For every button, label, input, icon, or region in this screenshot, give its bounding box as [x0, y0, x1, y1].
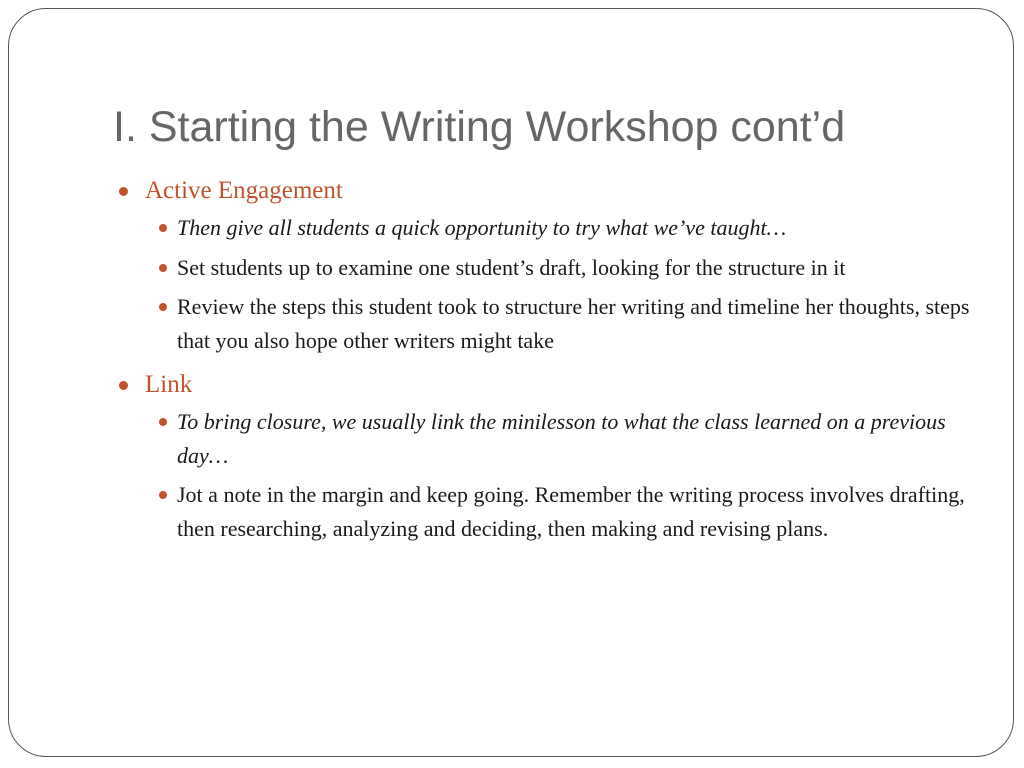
bullet-dot-icon	[119, 187, 128, 196]
bullet-dot-icon	[159, 491, 167, 499]
section-heading: Link	[145, 371, 193, 398]
bullet-dot-icon	[159, 303, 167, 311]
sub-bullet	[155, 478, 977, 545]
bullet-active-engagement	[117, 175, 977, 207]
section-heading: Active Engagement	[145, 177, 343, 204]
slide-title: I. Starting the Writing Workshop cont’d	[113, 103, 846, 151]
sub-bullet	[155, 290, 977, 357]
sub-bullet-text: To bring closure, we usually link the minilesson to what the class learned on a previous day…	[177, 409, 946, 468]
sub-bullet-text: Set students up to examine one student’s draft, looking for the structure in it	[177, 254, 846, 280]
sub-bullet	[155, 251, 977, 285]
sub-bullet	[155, 405, 977, 472]
bullet-dot-icon	[159, 418, 167, 426]
bullet-link	[117, 369, 977, 401]
sub-bullet-text: Review the steps this student took to structure her writing and timeline her thoughts, steps that you also hope other writers might take	[177, 294, 970, 353]
slide-body	[117, 175, 977, 545]
bullet-dot-icon	[159, 264, 167, 272]
bullet-dot-icon	[159, 224, 167, 232]
sub-bullet-text: Then give all students a quick opportunity to try what we’ve taught…	[177, 215, 787, 240]
bullet-dot-icon	[119, 381, 128, 390]
sub-bullet-text: Jot a note in the margin and keep going. Remember the writing process involves drafting, then researching, analyzing and deciding, then making and revising plans.	[177, 482, 965, 541]
slide-frame	[8, 8, 1014, 757]
sub-bullet	[155, 211, 977, 245]
